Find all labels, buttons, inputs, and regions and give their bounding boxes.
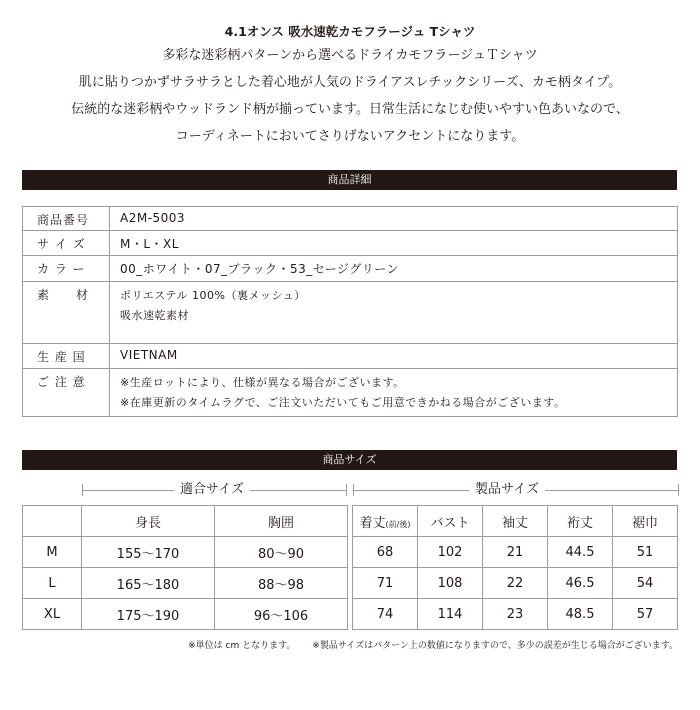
- tolerance-note: ※製品サイズはパターン上の数値になりますので、多少の誤差が生じる場合がございます。: [312, 641, 678, 651]
- product-title: 4.1オンス 吸水速乾カモフラージュ Tシャツ: [224, 24, 476, 39]
- bust-cell: 102: [418, 537, 483, 568]
- detail-subvalue: 吸水速乾素材: [120, 309, 189, 322]
- size-group-headers: [0, 480, 700, 500]
- header-length-note: (前/後): [385, 519, 411, 529]
- yuki-cell: 44.5: [548, 537, 613, 568]
- height-cell: 165〜180: [82, 568, 215, 599]
- detail-value: VIETNAM: [110, 344, 678, 369]
- sleeve-cell: 22: [483, 568, 548, 599]
- yuki-cell: 46.5: [548, 568, 613, 599]
- chest-cell: 88〜98: [215, 568, 348, 599]
- hem-cell: 54: [613, 568, 678, 599]
- fit-size-label: 適合サイズ: [174, 480, 250, 500]
- header-sleeve: 袖丈: [483, 506, 548, 537]
- intro-line: 肌に貼りつかずサラサラとした着心地が人気のドライアスレチックシリーズ、カモ柄タイプ。: [78, 75, 622, 90]
- detail-row-size: [23, 231, 678, 256]
- detail-label: カ ラ ー: [23, 256, 110, 282]
- intro-line: 伝統的な迷彩柄やウッドランド柄が揃っています。日常生活になじむ使いやすい色あいなので、: [71, 102, 629, 117]
- product-size-label: 製品サイズ: [469, 480, 545, 500]
- hem-cell: 57: [613, 599, 678, 630]
- intro-line: 多彩な迷彩柄パターンから選べるドライカモフラージュＴシャツ: [162, 48, 538, 63]
- detail-value: 00_ホワイト・07_ブラック・53_セージグリーン: [110, 256, 678, 282]
- header-height: 身長: [82, 506, 215, 537]
- length-cell: 68: [353, 537, 418, 568]
- bust-cell: 114: [418, 599, 483, 630]
- header-length: 着丈(前/後): [353, 506, 418, 537]
- size-row-xl: [23, 599, 678, 630]
- intro-section: [0, 22, 700, 150]
- detail-row-origin: [23, 344, 678, 369]
- detail-label: 生 産 国: [23, 344, 110, 369]
- size-header-bar: 商品サイズ: [22, 450, 677, 470]
- sleeve-cell: 21: [483, 537, 548, 568]
- hem-cell: 51: [613, 537, 678, 568]
- bust-cell: 108: [418, 568, 483, 599]
- unit-note: ※単位は cm となります。: [188, 641, 296, 651]
- details-header-bar: 商品詳細: [22, 170, 677, 190]
- header-bust: バスト: [418, 506, 483, 537]
- size-notes: [174, 638, 678, 651]
- size-cell: XL: [23, 599, 82, 630]
- sleeve-cell: 23: [483, 599, 548, 630]
- detail-label: 素 材: [23, 282, 110, 344]
- detail-value: M・L・XL: [110, 231, 678, 256]
- detail-label: 商品番号: [23, 207, 110, 231]
- size-header-row: [23, 506, 678, 537]
- length-cell: 71: [353, 568, 418, 599]
- detail-row-color: [23, 256, 678, 282]
- detail-row-notice: [23, 369, 678, 417]
- length-cell: 74: [353, 599, 418, 630]
- header-yuki: 裄丈: [548, 506, 613, 537]
- yuki-cell: 48.5: [548, 599, 613, 630]
- header-chest: 胸囲: [215, 506, 348, 537]
- size-row-m: [23, 537, 678, 568]
- chest-cell: 96〜106: [215, 599, 348, 630]
- chest-cell: 80〜90: [215, 537, 348, 568]
- size-row-l: [23, 568, 678, 599]
- details-table: [22, 206, 678, 417]
- size-table: [22, 505, 678, 630]
- detail-row-material: [23, 282, 678, 344]
- detail-subvalue: ※在庫更新のタイムラグで、ご注文いただいてもご用意できかねる場合がございます。: [120, 396, 566, 409]
- detail-label: ご 注 意: [23, 369, 110, 417]
- header-hem: 裾巾: [613, 506, 678, 537]
- detail-label: サ イ ズ: [23, 231, 110, 256]
- height-cell: 155〜170: [82, 537, 215, 568]
- detail-value: A2M-5003: [110, 207, 678, 231]
- detail-row-item-number: [23, 207, 678, 231]
- size-cell: L: [23, 568, 82, 599]
- detail-value: ※生産ロットにより、仕様が異なる場合がございます。: [120, 376, 405, 389]
- size-cell: M: [23, 537, 82, 568]
- height-cell: 175〜190: [82, 599, 215, 630]
- intro-line: コーディネートにおいてさりげないアクセントになります。: [175, 129, 525, 144]
- detail-value: ポリエステル 100%（裏メッシュ）: [120, 289, 306, 302]
